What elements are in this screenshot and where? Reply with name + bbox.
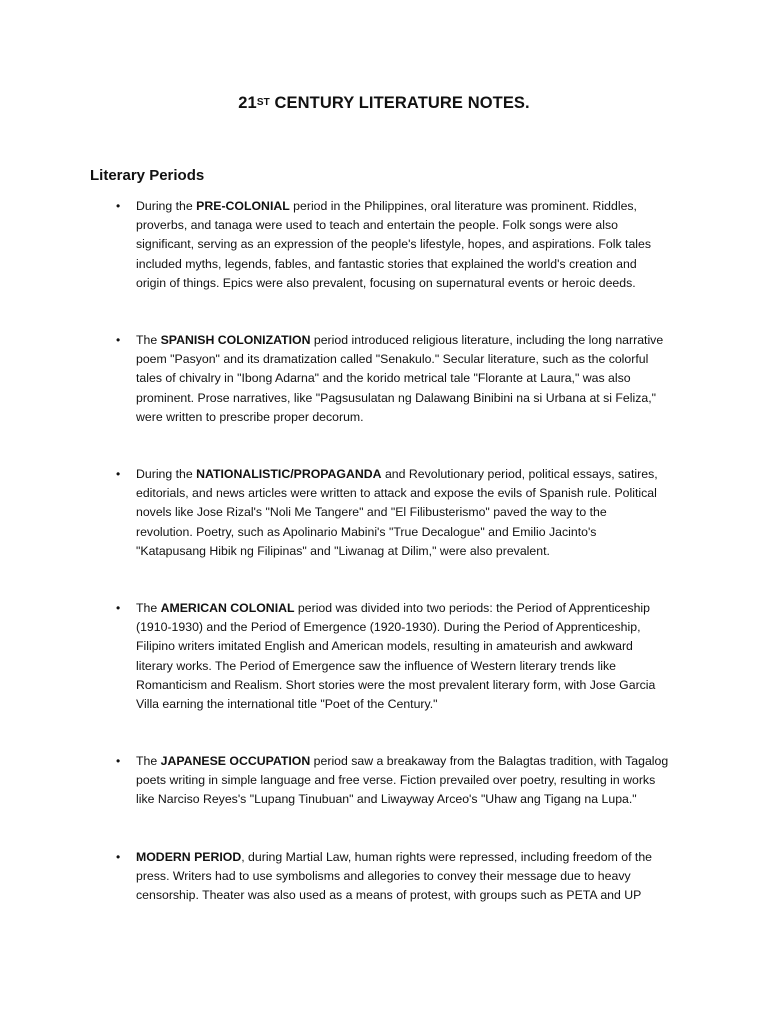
- bullet-line: literary works. The Period of Emergence saw the influence of Western literary trends like: [136, 658, 617, 673]
- bullet-line: During the PRE-COLONIAL period in the Philippines, oral literature was prominent. Riddles,: [136, 199, 637, 213]
- bullet-nationalistic-propaganda: [136, 465, 676, 561]
- bullet-line: origin of things. Epics were also prevalent, focusing on supernatural events or heroic deeds.: [136, 275, 636, 290]
- title-text: CENTURY LITERATURE NOTES.: [269, 94, 530, 112]
- bullet-line: prominent. Prose narratives, like "Pagsusulatan ng Dalawang Binibini na si Urbana at si Feliza,": [136, 390, 656, 405]
- bullet-marker: •: [116, 754, 121, 768]
- bullet-marker: •: [116, 467, 121, 481]
- title-number: 21: [238, 94, 257, 112]
- bullet-line: editorials, and news articles were written to attack and expose the evils of Spanish rule. Political: [136, 486, 657, 501]
- period-name: SPANISH COLONIZATION: [160, 333, 311, 347]
- bullet-line: Villa earning the international title "Poet of the Century.": [136, 697, 438, 712]
- bullet-line: included myths, legends, fables, and fantastic stories that explained the world's creation and: [136, 256, 637, 271]
- bullet-pre-colonial: [136, 197, 676, 293]
- title-superscript: ST: [256, 97, 270, 108]
- bullet-marker: •: [116, 199, 121, 213]
- bullet-line: poets writing in simple language and free verse. Fiction prevailed over poetry, resulting in works: [136, 773, 656, 788]
- bullet-line: tales of chivalry in "Ibong Adarna" and the korido metrical tale "Florante at Laura," was also: [136, 371, 631, 386]
- page-title: [0, 94, 768, 113]
- bullet-marker: •: [116, 333, 121, 347]
- bullet-marker: •: [116, 850, 121, 864]
- bullet-marker: •: [116, 601, 121, 615]
- period-name: JAPANESE OCCUPATION: [160, 754, 311, 768]
- bullet-american-colonial: [136, 599, 676, 714]
- bullet-line: MODERN PERIOD, during Martial Law, human rights were repressed, including freedom of the: [136, 850, 653, 864]
- bullet-japanese-occupation: [136, 752, 676, 810]
- bullet-line: poem "Pasyon" and its dramatization called "Senakulo." Secular literature, such as the colorful: [136, 352, 649, 367]
- bullet-line: were written to prescribe proper decorum.: [136, 409, 364, 424]
- period-name: AMERICAN COLONIAL: [160, 601, 295, 615]
- bullet-line: revolution. Poetry, such as Apolinario Mabini's "True Decalogue" and Emilio Jacinto's: [136, 524, 597, 539]
- period-name: PRE-COLONIAL: [196, 199, 290, 213]
- bullet-line: The JAPANESE OCCUPATION period saw a breakaway from the Balagtas tradition, with Tagalog: [136, 754, 669, 768]
- bullet-line: Romanticism and Realism. Short stories were the most prevalent literary form, with Jose Garcia: [136, 677, 656, 692]
- bullet-line: proverbs, and tanaga were used to teach and entertain the people. Folk songs were also: [136, 218, 618, 233]
- bullet-line: (1910-1930) and the Period of Emergence (1920-1930). During the Period of Apprenticeship,: [136, 620, 641, 635]
- bullet-line: novels like Jose Rizal's "Noli Me Tangere" and "El Filibusterismo" paved the way to the: [136, 505, 607, 520]
- bullet-line: press. Writers had to use symbolisms and allegories to convey their message due to heavy: [136, 869, 631, 884]
- bullet-line: During the NATIONALISTIC/PROPAGANDA and Revolutionary period, political essays, satires,: [136, 467, 658, 481]
- bullet-line: like Narciso Reyes's "Lupang Tinubuan" and Liwayway Arceo's "Uhaw ang Tigang na Lupa.": [136, 792, 637, 807]
- bullet-line: "Katapusang Hibik ng Filipinas" and "Liwanag at Dilim," were also prevalent.: [136, 543, 550, 558]
- bullet-modern-period: [136, 848, 676, 906]
- bullet-line: The SPANISH COLONIZATION period introduced religious literature, including the long narrative: [136, 333, 664, 347]
- bullet-line: The AMERICAN COLONIAL period was divided into two periods: the Period of Apprenticeship: [136, 601, 650, 615]
- bullet-line: significant, serving as an expression of the people's lifestyle, hopes, and aspirations. Folk tales: [136, 237, 652, 252]
- period-name: MODERN PERIOD: [136, 850, 242, 864]
- bullet-line: censorship. Theater was also used as a means of protest, with groups such as PETA and UP: [136, 888, 642, 903]
- bullet-line: Filipino writers imitated English and American models, resulting in amateurish and awkward: [136, 639, 633, 654]
- section-heading-literary-periods: Literary Periods: [90, 167, 205, 184]
- bullet-spanish-colonization: [136, 331, 676, 427]
- period-name: NATIONALISTIC/PROPAGANDA: [196, 467, 382, 481]
